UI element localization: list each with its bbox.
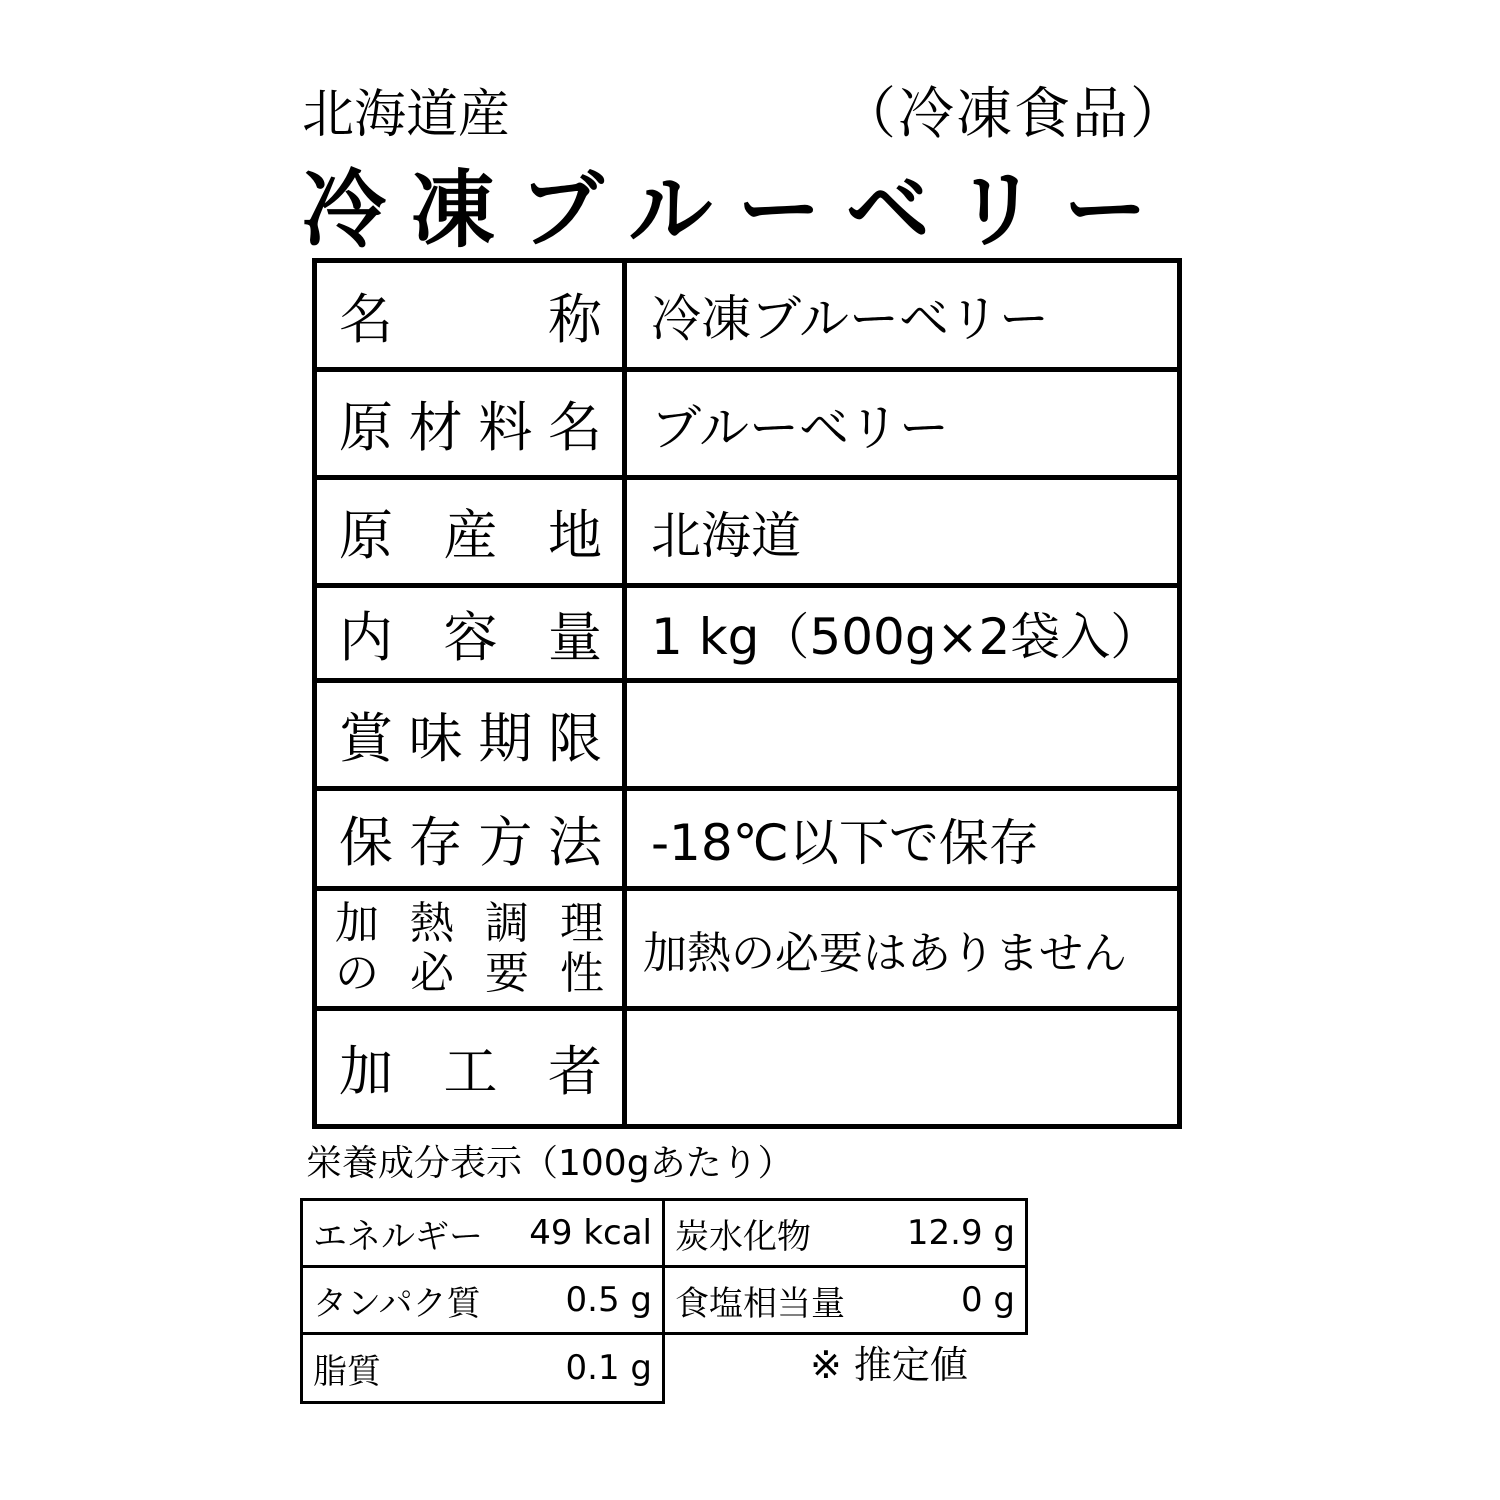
title-char: ブ <box>519 161 604 259</box>
nutrition-cell <box>300 1198 665 1268</box>
spec-label-char: 工 <box>443 1040 498 1103</box>
spec-label-char: 要 <box>485 947 529 999</box>
spec-label-char: 存 <box>408 811 463 874</box>
nutrition-title: 栄養成分表示（100gあたり） <box>306 1143 794 1184</box>
spec-label-char: 保 <box>339 811 393 874</box>
title-char: 凍 <box>410 161 495 259</box>
spec-label <box>317 588 627 678</box>
nutrient-name: エネルギー <box>313 1216 483 1257</box>
spec-label-char: 期 <box>478 707 533 770</box>
spec-row <box>317 367 1177 475</box>
spec-label-char: 容 <box>443 605 498 669</box>
spec-label-char: 名 <box>339 287 393 351</box>
nutrient-value: 0.1 g <box>565 1348 652 1388</box>
nutrition-cell <box>662 1265 1028 1335</box>
spec-label-char: 内 <box>339 605 393 669</box>
nutrient-name: タンパク質 <box>313 1283 481 1324</box>
spec-row <box>317 678 1177 786</box>
spec-table <box>312 258 1182 1129</box>
nutrient-name: 食塩相当量 <box>675 1283 845 1324</box>
spec-label-char: 限 <box>547 707 602 770</box>
spec-value: 1 kg（500g×2袋入） <box>651 608 1161 666</box>
estimate-note: ※ 推定値 <box>810 1343 968 1387</box>
spec-label-char: 性 <box>560 947 604 999</box>
spec-value: 北海道 <box>651 506 801 565</box>
spec-value: 冷凍ブルーベリー <box>651 290 1049 348</box>
spec-label-char: 原 <box>339 396 393 459</box>
spec-label <box>317 480 627 583</box>
spec-label-char: 味 <box>408 707 463 770</box>
nutrition-cell <box>300 1265 665 1335</box>
spec-row <box>317 263 1177 367</box>
spec-label-char: 原 <box>339 504 393 567</box>
spec-label-char: 加 <box>335 897 379 949</box>
spec-label <box>317 791 627 886</box>
spec-label-char: 法 <box>547 811 602 874</box>
category-text: （冷凍食品） <box>840 82 1188 147</box>
spec-label-char: 名 <box>547 396 602 459</box>
spec-label-char: 賞 <box>339 707 393 770</box>
nutrition-cell <box>300 1332 665 1404</box>
spec-label <box>317 683 627 786</box>
spec-row <box>317 475 1177 583</box>
spec-label-char: 産 <box>443 504 498 567</box>
spec-label-char: 地 <box>548 504 602 567</box>
title-char: ー <box>737 161 822 259</box>
spec-row <box>317 1006 1177 1124</box>
spec-label <box>317 263 627 367</box>
title-char: ー <box>1063 161 1148 259</box>
nutrient-name: 脂質 <box>313 1351 381 1392</box>
nutrient-value: 12.9 g <box>906 1213 1015 1253</box>
spec-row <box>317 886 1177 1006</box>
spec-label-char: 熱 <box>410 897 454 949</box>
nutrient-value: 49 kcal <box>529 1213 652 1253</box>
nutrition-cell <box>662 1198 1028 1268</box>
spec-label-char: の <box>335 947 379 999</box>
spec-label-char: 調 <box>485 897 529 949</box>
spec-label-char: 必 <box>410 947 454 999</box>
title-char: リ <box>954 161 1039 259</box>
title-char: ル <box>628 161 713 259</box>
spec-label-char: 理 <box>560 897 604 949</box>
nutrient-value: 0 g <box>960 1280 1015 1320</box>
spec-label-char: 方 <box>478 811 533 874</box>
spec-label-char: 量 <box>548 605 602 669</box>
spec-row <box>317 786 1177 886</box>
spec-label-char: 加 <box>339 1040 393 1103</box>
spec-label-char: 材 <box>408 396 463 459</box>
origin-text: 北海道産 <box>302 85 511 145</box>
spec-label-char: 者 <box>548 1040 602 1103</box>
spec-value: ブルーベリー <box>651 398 949 457</box>
spec-label-char: 称 <box>548 287 602 351</box>
spec-value: 加熱の必要はありません <box>643 927 1127 979</box>
product-title <box>302 160 1202 260</box>
spec-value <box>627 1011 1177 1124</box>
spec-label-char: 料 <box>478 396 533 459</box>
spec-value <box>627 683 1177 786</box>
title-char: 冷 <box>302 161 387 259</box>
spec-value: -18℃以下で保存 <box>651 813 1039 872</box>
spec-row <box>317 583 1177 678</box>
spec-label <box>317 1011 627 1124</box>
spec-label <box>317 891 627 1006</box>
nutrient-value: 0.5 g <box>565 1280 652 1320</box>
nutrient-name: 炭水化物 <box>675 1216 811 1257</box>
spec-label <box>317 372 627 475</box>
title-char: ベ <box>845 161 930 259</box>
